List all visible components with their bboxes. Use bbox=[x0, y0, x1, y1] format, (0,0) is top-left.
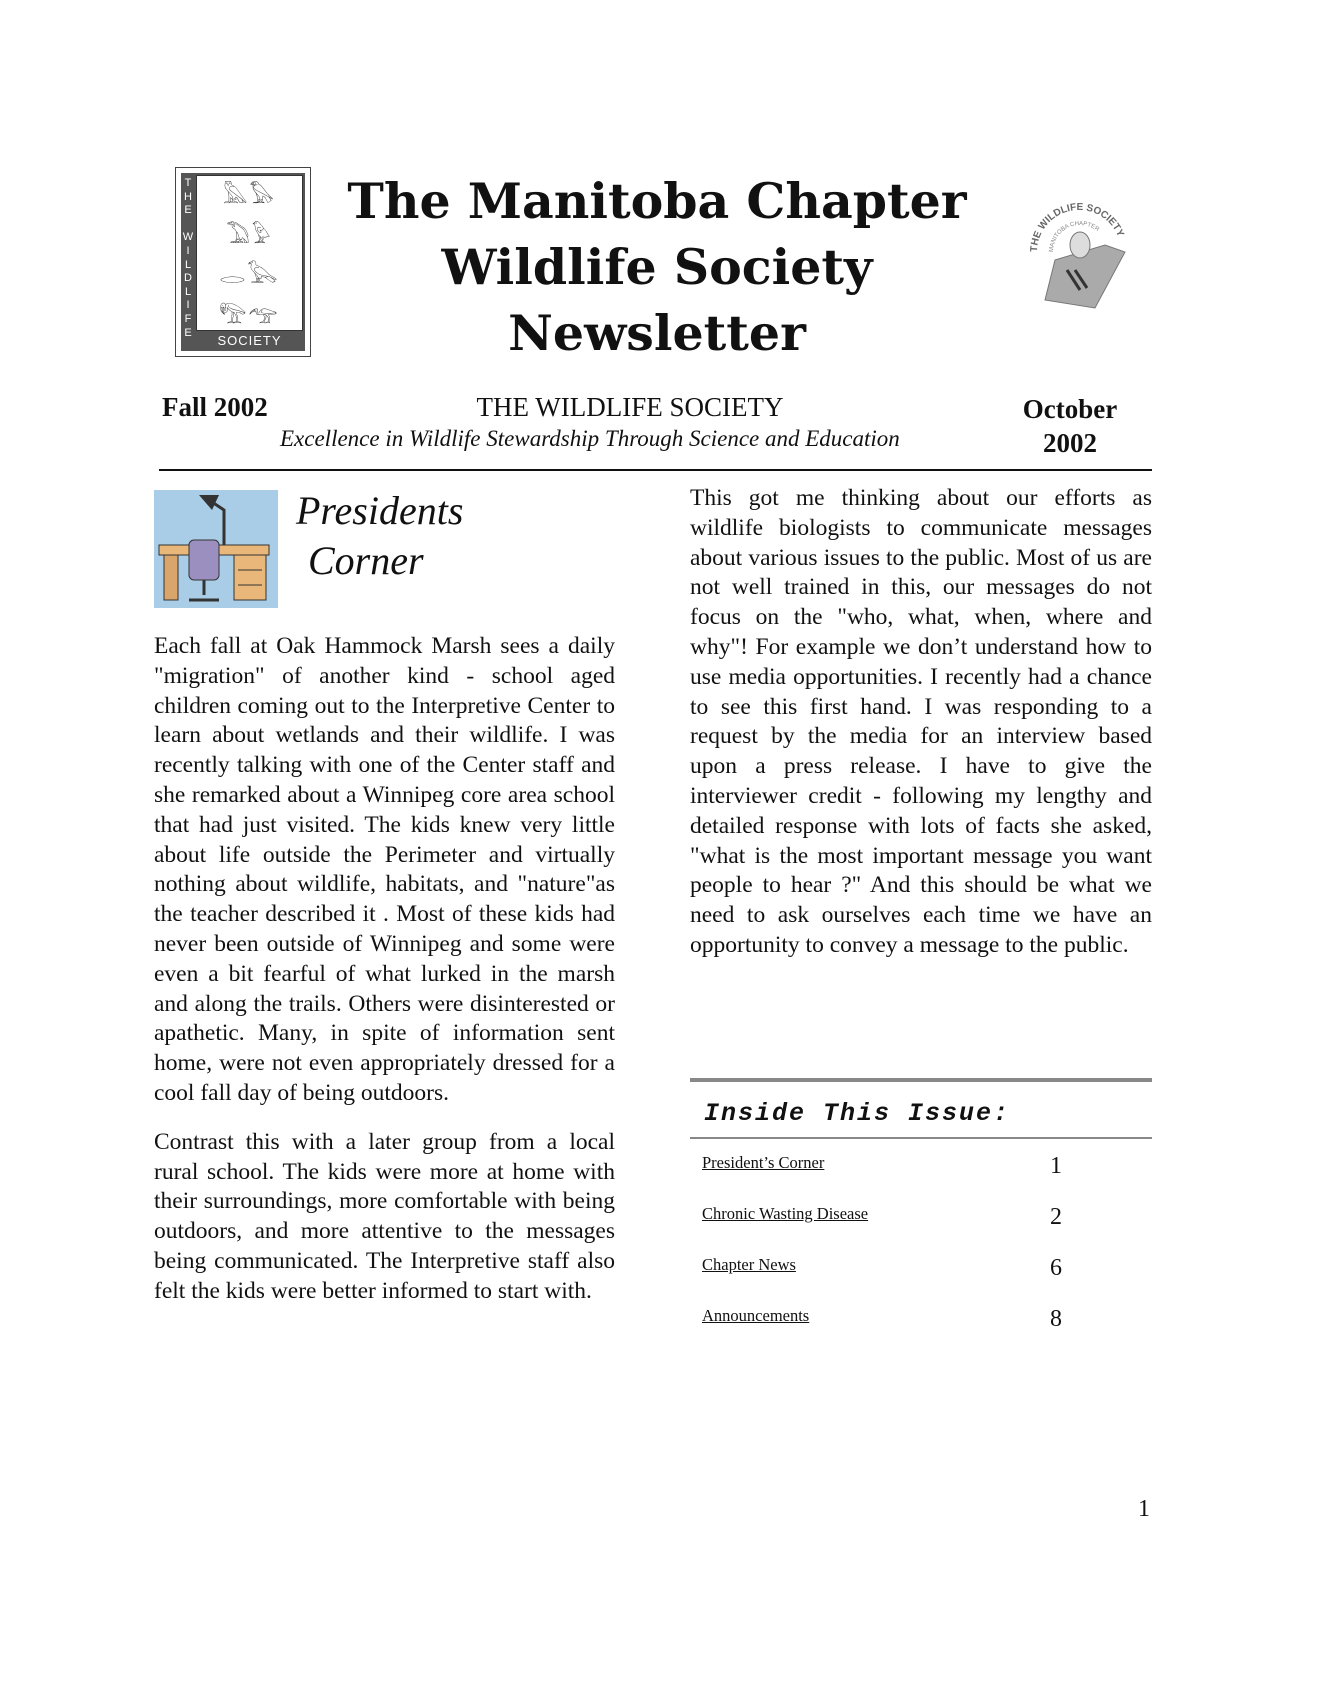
section-title-line: Corner bbox=[308, 538, 424, 583]
article-paragraph: This got me thinking about our efforts as wildlife biologists to communicate messages about various issues to the public. Most of us are not well trained in this, our messages do not focus on the "who, what, when, where and why"! For example we don’t understand how to use media opportunities. I recently had a chance to see this first hand. I was responding to a request by the media for an interview based upon a press release. I have to give the interviewer credit - following my lengthy and detailed response with lots of facts she asked, "what is the most important message you want people to hear ?" And this should be what we need to ask ourselves each time we have an opportunity to convey a message to the public. bbox=[690, 485, 1152, 958]
logo-society-text: SOCIETY bbox=[217, 333, 282, 348]
section-title-line: Presidents bbox=[296, 488, 464, 533]
issue-year: 2002 bbox=[1043, 428, 1097, 458]
page-number: 1 bbox=[1138, 1496, 1150, 1522]
toc-item[interactable] bbox=[690, 1292, 1152, 1343]
title-line: The Manitoba Chapter bbox=[347, 172, 967, 230]
article-right-column bbox=[690, 484, 1152, 980]
toc-heading: Inside This Issue: bbox=[704, 1099, 1011, 1128]
season-label: Fall 2002 bbox=[162, 392, 268, 422]
logo-inner-text: MANITOBA CHAPTER bbox=[1048, 220, 1101, 253]
hieroglyph-panel: 𓅓𓅃 𓅐𓅱 𓂋𓅂 𓅟𓅠 bbox=[196, 175, 303, 331]
toc-page: 2 bbox=[1050, 1204, 1062, 1230]
toc-page: 6 bbox=[1050, 1255, 1062, 1281]
article-left-column bbox=[154, 632, 615, 1326]
toc-page: 1 bbox=[1050, 1153, 1062, 1179]
manitoba-chapter-logo bbox=[1025, 190, 1130, 315]
toc-link[interactable]: Chronic Wasting Disease bbox=[702, 1204, 869, 1223]
toc-link[interactable]: President’s Corner bbox=[702, 1153, 825, 1172]
issue-month: October bbox=[1022, 394, 1118, 424]
toc-link[interactable]: Chapter News bbox=[702, 1255, 796, 1274]
title-line: Newsletter bbox=[508, 304, 806, 362]
article-paragraph: Contrast this with a later group from a local rural school. The kids were more at home with their surroundings, more comfortable with being outdoors, and more attentive to the messages being communicated. The Interpretive staff also felt the kids were better informed to start with. bbox=[154, 1128, 615, 1304]
toc-item[interactable] bbox=[690, 1139, 1152, 1190]
toc-item[interactable] bbox=[690, 1190, 1152, 1241]
organization-name: THE WILDLIFE SOCIETY bbox=[476, 392, 784, 422]
header-divider bbox=[159, 469, 1152, 471]
toc-page: 8 bbox=[1050, 1306, 1062, 1332]
logo-vertical-text: T H E W I L D L I F E bbox=[182, 177, 194, 339]
section-title bbox=[296, 486, 463, 586]
logo-ring-text: THE WILDLIFE SOCIETY bbox=[1028, 201, 1126, 253]
title-line: Wildlife Society bbox=[441, 238, 873, 296]
tagline: Excellence in Wildlife Stewardship Through Science and Education bbox=[280, 426, 900, 451]
wildlife-society-logo-left bbox=[175, 167, 311, 357]
article-paragraph: Each fall at Oak Hammock Marsh sees a daily "migration" of another kind - school aged children coming out to the Interpretive Center to learn about wetlands and their wildlife. I was recently talking with one of the Center staff and she remarked about a Winnipeg core area school that had just visited. The kids knew very little about life outside the Perimeter and virtually nothing about wildlife, habitats, and "nature"as the teacher described it . Most of these kids had never been outside of Winnipeg and some were even a bit fearful of what lurked in the marsh and along the trails. Others were disinterested or apathetic. Many, in spite of information sent home, were not even appropriately dressed for a cool fall day of being outdoors. bbox=[154, 633, 615, 1106]
newsletter-title bbox=[300, 168, 1014, 366]
table-of-contents bbox=[690, 1078, 1152, 1343]
toc-item[interactable] bbox=[690, 1241, 1152, 1292]
desk-clipart-icon bbox=[154, 490, 278, 608]
issue-date bbox=[1010, 392, 1130, 460]
toc-link[interactable]: Announcements bbox=[702, 1306, 810, 1325]
